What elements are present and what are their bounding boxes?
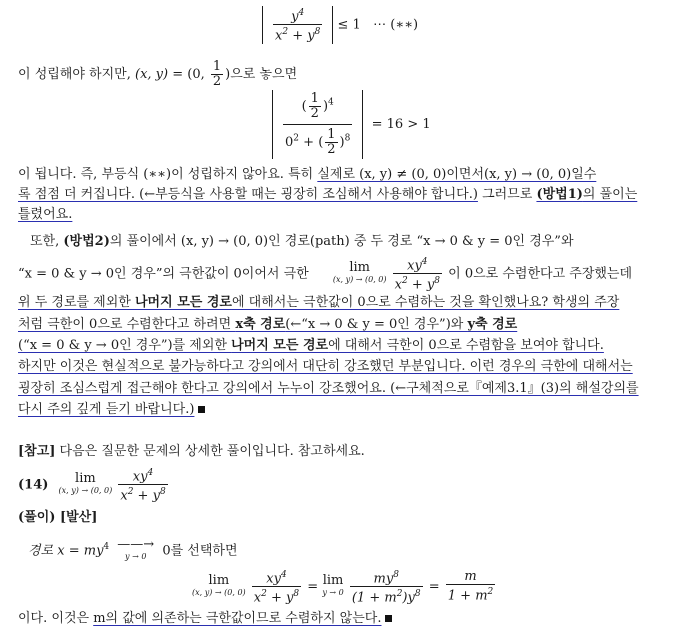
problem-statement: (14) lim (x, y) → (0, 0) $\frac{xy^4}{x^2 + y^8}$ [18,468,166,504]
evaluated-expression: ( $\frac{1}{2}$ )$^4$ $0^2$ + ( $\frac{1}{2}$ )$^8$ = 16 > 1 [272,90,431,159]
text-line: (“x = 0 & y → 0인 경우”)를 제외한 나머지 모든 경로에 대해서 극한이 0으로 수렴함을 보여야 합니다. [18,338,604,353]
text-line: 처럼 극한이 0으로 수렴한다고 하려면 x축 경로(←“x → 0 & y = 0인 경우”)와 y축 경로 [18,317,518,332]
text-line: 굉장히 조심스럽게 접근해야 한다고 강의에서 누누이 강조했어요. (←구체적으로『예제3.1』(3)의 해설강의를 [18,381,639,396]
solution-label: (풀이) [발산] [18,510,98,525]
final-limit-equation: lim (x, y) → (0, 0) $\frac{xy^4}{x^2 + y^8}$ = lim y → 0 $\frac{my^8}{(1 + m^2)y^8}$ = $\frac{m}{1 + m^2}$ [192,569,494,606]
end-of-proof-mark [198,406,205,413]
note-line: [참고] 다음은 질문한 문제의 상세한 풀이입니다. 참고하세요. [18,444,365,459]
text-line: 또한, (방법2)의 풀이에서 (x, y) → (0, 0)인 경로(path) 중 두 경로 “x → 0 & y = 0인 경우”와 [30,234,574,249]
text-line: 다시 주의 깊게 듣기 바랍니다.) [18,401,660,419]
text-line: 하지만 이것은 현실적으로 불가능하다고 강의에서 대단히 강조했던 부분입니다. 이런 경우의 극한에 대해서는 [18,359,633,374]
text-line: 이 성립해야 하지만, (x, y) = (0, $\frac{1}{2}$ )으로 놓으면 [18,59,298,89]
text-line: “x = 0 & y → 0인 경우”의 극한값이 0이어서 극한 lim (x, y) → (0, 0) $\frac{xy^4}{x^2 + y^8}$ 이 0으로 수렴한다고 주장했는데 [18,257,633,293]
text-line: 위 두 경로를 제외한 나머지 모든 경로에 대해서는 극한값이 0으로 수렴하는 것을 확인했나요? 학생의 주장 [18,295,620,310]
inequality-star: $\frac{y^4}{x^2 + y^8}$ ≤ 1 ⋯ (∗∗) [262,6,418,44]
conclusion-line: 이다. 이것은 m의 값에 의존하는 극한값이므로 수렴하지 않는다. [18,610,660,628]
end-of-proof-mark [385,615,392,622]
path-line: 경로 $x = my^4$ ——→ y → 0 0를 선택하면 [28,536,238,561]
text-line: 이 됩니다. 즉, 부등식 (∗∗)이 성립하지 않아요. 특히 실제로 (x, y) ≠ (0, 0)이면서(x, y) → (0, 0)일수 [18,167,597,182]
text-line: 틀렸어요. [18,207,73,222]
text-line: 록 점점 더 커집니다. (←부등식을 사용할 때는 굉장히 조심해서 사용해야 합니다.) 그러므로 (방법1)의 풀이는 [18,187,638,202]
